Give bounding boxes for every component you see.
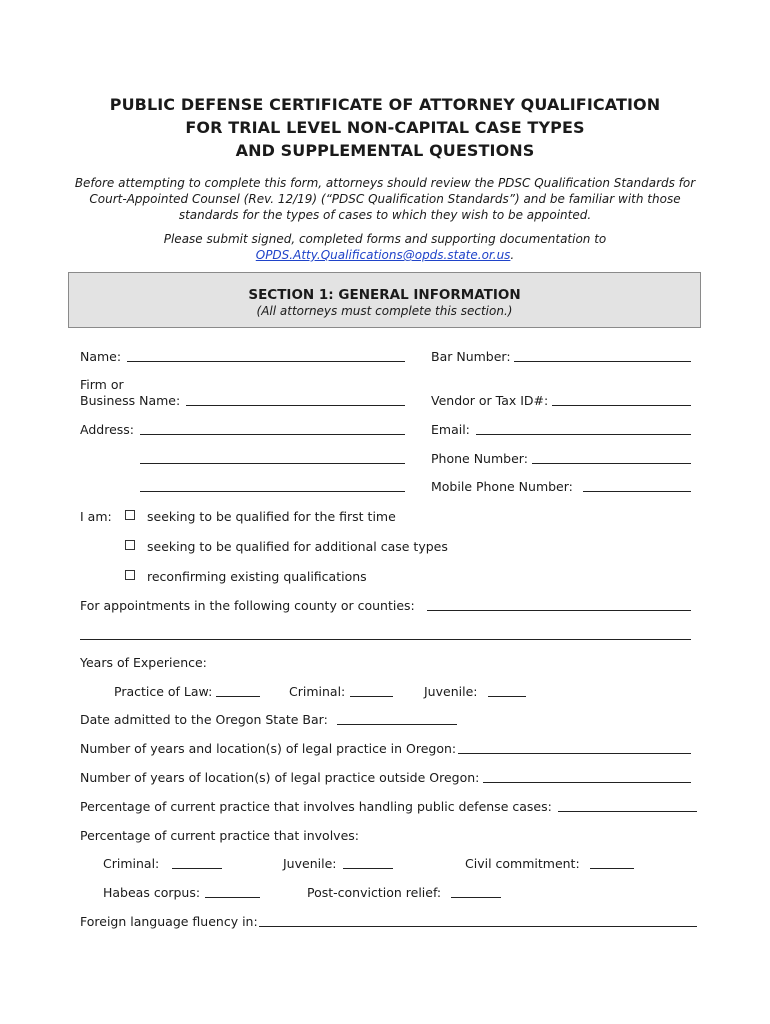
post-conviction-field[interactable] bbox=[451, 897, 501, 898]
years-experience-label: Years of Experience: bbox=[80, 655, 207, 670]
criminal-years-label: Criminal: bbox=[289, 684, 346, 699]
mobile-phone-field[interactable] bbox=[583, 491, 691, 492]
criminal-percent-label: Criminal: bbox=[103, 856, 160, 871]
firm-label-line-1: Firm or bbox=[80, 377, 124, 392]
checkbox-icon[interactable] bbox=[125, 510, 135, 520]
option-first-time-label: seeking to be qualified for the first time bbox=[147, 509, 396, 524]
section-1-subtitle: (All attorneys must complete this section.) bbox=[256, 304, 513, 318]
form-title-line-3: AND SUPPLEMENTAL QUESTIONS bbox=[235, 141, 535, 160]
checkbox-icon[interactable] bbox=[125, 570, 135, 580]
checkbox-icon[interactable] bbox=[125, 540, 135, 550]
percent-public-defense-field[interactable] bbox=[558, 811, 697, 812]
option-reconfirming[interactable] bbox=[125, 569, 367, 584]
bar-number-field[interactable] bbox=[514, 361, 691, 362]
post-conviction-label: Post-conviction relief: bbox=[307, 885, 442, 900]
firm-label-line-2: Business Name: bbox=[80, 393, 181, 408]
mobile-phone-label: Mobile Phone Number: bbox=[431, 479, 573, 494]
practice-of-law-field[interactable] bbox=[216, 696, 260, 697]
form-title-line-1: PUBLIC DEFENSE CERTIFICATE OF ATTORNEY QUALIFICATION bbox=[109, 95, 661, 114]
phone-field[interactable] bbox=[532, 463, 691, 464]
submission-period: . bbox=[510, 248, 515, 262]
section-1-title: SECTION 1: GENERAL INFORMATION bbox=[248, 287, 521, 303]
firm-name-field[interactable] bbox=[186, 405, 405, 406]
juvenile-percent-field[interactable] bbox=[343, 868, 393, 869]
years-oregon-label: Number of years and location(s) of legal practice in Oregon: bbox=[80, 741, 457, 756]
juvenile-percent-label: Juvenile: bbox=[283, 856, 337, 871]
submission-instructions bbox=[60, 231, 710, 263]
name-label: Name: bbox=[80, 349, 122, 364]
percent-public-defense-label: Percentage of current practice that involves handling public defense cases: bbox=[80, 799, 552, 814]
vendor-tax-id-field[interactable] bbox=[552, 405, 691, 406]
name-field[interactable] bbox=[127, 361, 405, 362]
email-field[interactable] bbox=[476, 434, 691, 435]
phone-label: Phone Number: bbox=[431, 451, 528, 466]
juvenile-years-field[interactable] bbox=[488, 696, 526, 697]
years-oregon-field[interactable] bbox=[458, 753, 691, 754]
practice-of-law-label: Practice of Law: bbox=[114, 684, 213, 699]
submission-text: Please submit signed, completed forms and supporting documentation to bbox=[163, 232, 607, 246]
address-field-line-2[interactable] bbox=[140, 463, 405, 464]
form-title-line-2: FOR TRIAL LEVEL NON-CAPITAL CASE TYPES bbox=[185, 118, 585, 137]
habeas-corpus-field[interactable] bbox=[205, 897, 260, 898]
vendor-tax-id-label: Vendor or Tax ID#: bbox=[431, 393, 549, 408]
submission-email-link[interactable]: OPDS.Atty.Qualifications@opds.state.or.us bbox=[255, 248, 511, 262]
civil-commitment-label: Civil commitment: bbox=[465, 856, 580, 871]
percent-involves-label: Percentage of current practice that involves: bbox=[80, 828, 359, 843]
address-field-line-1[interactable] bbox=[140, 434, 405, 435]
criminal-percent-field[interactable] bbox=[172, 868, 222, 869]
email-label: Email: bbox=[431, 422, 470, 437]
option-first-time[interactable] bbox=[125, 509, 396, 524]
criminal-years-field[interactable] bbox=[350, 696, 393, 697]
option-reconfirming-label: reconfirming existing qualifications bbox=[147, 569, 367, 584]
address-field-line-3[interactable] bbox=[140, 491, 405, 492]
intro-paragraph: Before attempting to complete this form, attorneys should review the PDSC Qualification Standards for Court-Appointed Counsel (Rev. 12/19) (“PDSC Qualification Standards”) and be familiar with those standards for the types of cases to which they wish to be appointed. bbox=[74, 176, 696, 222]
counties-field[interactable] bbox=[427, 610, 691, 611]
date-admitted-field[interactable] bbox=[337, 724, 457, 725]
option-additional-case-types[interactable] bbox=[125, 539, 448, 554]
years-outside-oregon-field[interactable] bbox=[483, 782, 691, 783]
habeas-corpus-label: Habeas corpus: bbox=[103, 885, 201, 900]
date-admitted-label: Date admitted to the Oregon State Bar: bbox=[80, 712, 328, 727]
address-label: Address: bbox=[80, 422, 134, 437]
civil-commitment-field[interactable] bbox=[590, 868, 634, 869]
counties-field-continued[interactable] bbox=[80, 639, 691, 640]
foreign-language-label: Foreign language fluency in: bbox=[80, 914, 258, 929]
foreign-language-field[interactable] bbox=[259, 926, 697, 927]
i-am-label: I am: bbox=[80, 509, 112, 524]
juvenile-years-label: Juvenile: bbox=[424, 684, 478, 699]
years-outside-oregon-label: Number of years of location(s) of legal practice outside Oregon: bbox=[80, 770, 480, 785]
option-additional-label: seeking to be qualified for additional case types bbox=[147, 539, 448, 554]
bar-number-label: Bar Number: bbox=[431, 349, 511, 364]
counties-label: For appointments in the following county or counties: bbox=[80, 598, 415, 613]
